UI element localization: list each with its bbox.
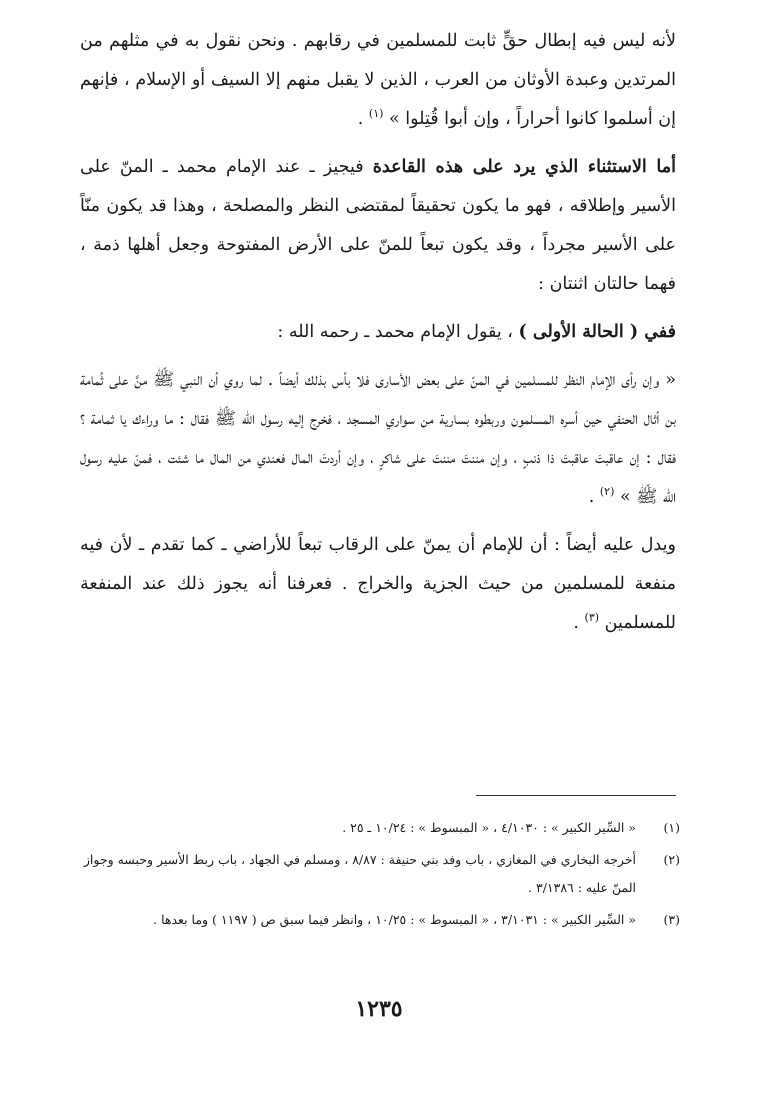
exception-heading: أما الاستثناء الذي يرد على هذه القاعدة	[372, 157, 676, 177]
footnote-number: (٣)	[663, 912, 680, 927]
paragraph-2: أما الاستثناء الذي يرد على هذه القاعدة فيجيز ـ عند الإمام محمد ـ المنّ على الأسير وإطلاقه ، فهو ما يكون تحقيقاً لمقتضى النظر والمصلحة ، وهذا قد يكون منّاً على الأسير مجرداً ، وقد يكون تبعاً للمنّ على الأرض المفتوحة وجعل أهلها ذمة ، فهما حالتان اثنتان :	[80, 157, 676, 294]
footnote-1	[80, 814, 680, 842]
footnote-text: « السِّير الكبير » : ٤/١٠٣٠ ، « المبسوط » : ١٠/٢٤ ـ ٢٥ .	[342, 820, 636, 835]
footnote-text: أخرجه البخاري في المغازي ، باب وفد بني حنيفة : ٨/٨٧ ، ومسلم في الجهاد ، باب ربط الأسير وحبسه وجواز المنّ عليه : ٣/١٣٨٦ .	[83, 852, 636, 895]
first-case-heading: ففي ( الحالة الأولى )	[518, 322, 676, 342]
main-text	[80, 22, 676, 643]
footnote-ref-3[interactable]: (٣)	[584, 611, 600, 625]
footnotes	[80, 814, 680, 934]
footnote-ref-1[interactable]: (١)	[368, 107, 384, 121]
paragraph-1: لأنه ليس فيه إبطال حقٍّ ثابت للمسلمين في رقابهم . ونحن نقول به في مثلهم من المرتدين وعبدة الأوثان من العرب ، الذين لا يقبل منهم إلا السيف أو الإسلام ، فإنهم إن أسلموا كانوا أحراراً ، وإن أبوا قُتِلوا » $^{(١)}$ .	[80, 31, 676, 129]
page-number: ١٢٣٥	[355, 996, 403, 1022]
paragraph-3: ففي ( الحالة الأولى ) ، يقول الإمام محمد ـ رحمه الله :	[277, 322, 676, 342]
paragraph-4-quote: « وإن رأى الإمام النظر للمسلمين في المنّ على بعض الأسارى فلا بأس بذلك أيضاً . لما روي أن النبي ﷺ منَّ على ثُمامة بن أثال الحنفي حين أسره المسلمون وربطوه بسارية من سواري المسجد ، فخرج إليه رسول الله ﷺ فقال : ما وراءك يا ثمامة ؟ فقال : إن عاقبتَ عاقبتَ ذا ذنبٍ ، وإن مننتَ مننتَ على شاكرٍ ، وإن أردتَ المال فعندي من المال ما شئت ، فمنّ عليه رسول الله ﷺ » $^{(٢)}$ .	[80, 370, 676, 507]
footnote-text: « السِّير الكبير » : ٣/١٠٣١ ، « المبسوط » : ١٠/٢٥ ، وانظر فيما سبق ص ( ١١٩٧ ) وما بعدها .	[153, 912, 636, 927]
footnote-divider	[476, 795, 676, 796]
paragraph-5: ويدل عليه أيضاً : أن للإمام أن يمنّ على الرقاب تبعاً للأراضي ـ كما تقدم ـ لأن فيه منفعة للمسلمين من حيث الجزية والخراج . فعرفنا أنه يجوز ذلك عند المنفعة للمسلمين $^{(٣)}$ .	[80, 535, 676, 633]
footnote-ref-2[interactable]: (٢)	[599, 485, 615, 499]
footnote-2	[80, 846, 680, 902]
footnote-3	[80, 906, 680, 934]
footnote-number: (٢)	[663, 852, 680, 867]
footnote-number: (١)	[663, 820, 680, 835]
